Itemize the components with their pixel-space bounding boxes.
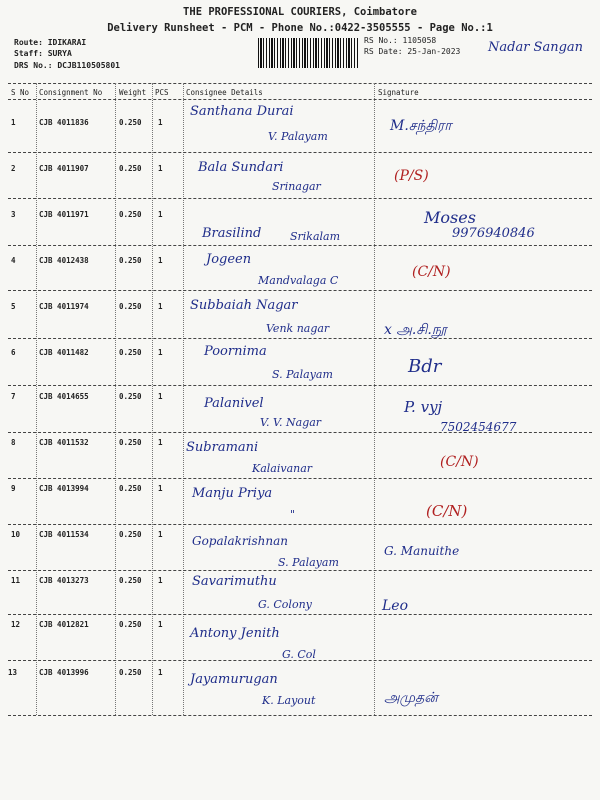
col-consignment: Consignment No (39, 88, 103, 97)
consignee-address: Srikalam (290, 230, 341, 243)
consignee-address: Mandvalaga C (258, 274, 339, 287)
row-consignment-no: CJB 4013273 (39, 576, 89, 585)
signature: M.சந்திரா (390, 118, 452, 134)
route-label: Route: IDIKARAI (14, 38, 87, 47)
row-pcs: 1 (158, 392, 163, 401)
row-weight: 0.250 (119, 392, 142, 401)
table-top-rule (8, 83, 592, 84)
consignee-name: Santhana Durai (190, 104, 294, 119)
row-weight: 0.250 (119, 484, 142, 493)
row-weight: 0.250 (119, 348, 142, 357)
consignee-address: G. Col (282, 648, 316, 661)
drs-number: DRS No.: DCJB110505801 (14, 61, 120, 70)
row-sno: 3 (11, 210, 16, 219)
row-sno: 11 (11, 576, 21, 585)
consignee-address: G. Colony (258, 598, 312, 611)
barcode (258, 38, 358, 68)
consignee-name: Savarimuthu (192, 574, 277, 589)
row-pcs: 1 (158, 348, 163, 357)
consignee-name: Manju Priya (192, 486, 273, 501)
row-consignment-no: CJB 4012438 (39, 256, 89, 265)
consignee-address: Srinagar (272, 180, 321, 193)
col-pcs: PCS (155, 88, 169, 97)
row-weight: 0.250 (119, 302, 142, 311)
row-pcs: 1 (158, 118, 163, 127)
consignee-name: Poornima (204, 344, 267, 359)
consignee-name: Antony Jenith (190, 626, 280, 641)
consignee-address: K. Layout (262, 694, 316, 707)
consignee-name: Jogeen (206, 252, 252, 267)
row-consignment-no: CJB 4011907 (39, 164, 89, 173)
row-sno: 7 (11, 392, 16, 401)
row-sno: 2 (11, 164, 16, 173)
consignee-address: Kalaivanar (252, 462, 313, 475)
signature: x அ.சி.நூ (384, 322, 447, 338)
signature-phone: 7502454677 (440, 420, 517, 434)
signature: Bdr (408, 356, 442, 377)
consignee-address: S. Palayam (278, 556, 339, 569)
row-pcs: 1 (158, 530, 163, 539)
signature: (C/N) (412, 264, 451, 280)
col-sno: S No (11, 88, 30, 97)
row-sno: 6 (11, 348, 16, 357)
row-pcs: 1 (158, 668, 163, 677)
row-sno: 4 (11, 256, 16, 265)
row-weight: 0.250 (119, 256, 142, 265)
document-subtitle: Delivery Runsheet - PCM - Phone No.:0422-3505555 - Page No.:1 (107, 22, 493, 34)
row-pcs: 1 (158, 210, 163, 219)
consignee-address: S. Palayam (272, 368, 333, 381)
consignee-name: Brasilind (202, 226, 262, 241)
row-weight: 0.250 (119, 530, 142, 539)
signature: (C/N) (440, 454, 479, 470)
row-pcs: 1 (158, 484, 163, 493)
row-weight: 0.250 (119, 438, 142, 447)
col-signature: Signature (378, 88, 419, 97)
row-weight: 0.250 (119, 164, 142, 173)
signature: Moses (424, 208, 476, 227)
consignee-address: " (290, 508, 296, 521)
consignee-name: Subramani (186, 440, 259, 455)
consignee-name: Subbaiah Nagar (190, 298, 298, 313)
row-consignment-no: CJB 4011534 (39, 530, 89, 539)
consignee-name: Jayamurugan (190, 672, 278, 687)
row-consignment-no: CJB 4011532 (39, 438, 89, 447)
consignee-name: Gopalakrishnan (192, 534, 288, 548)
signature-phone: 9976940846 (452, 226, 535, 241)
row-weight: 0.250 (119, 576, 142, 585)
consignee-address: V. V. Nagar (260, 416, 322, 429)
consignee-name: Palanivel (204, 396, 264, 411)
handwritten-name: Nadar Sangan (488, 40, 584, 55)
col-consignee: Consignee Details (186, 88, 263, 97)
row-consignment-no: CJB 4011971 (39, 210, 89, 219)
row-consignment-no: CJB 4012821 (39, 620, 89, 629)
row-pcs: 1 (158, 438, 163, 447)
document-title: THE PROFESSIONAL COURIERS, Coimbatore (183, 6, 417, 18)
consignee-name: Bala Sundari (198, 160, 284, 175)
signature: (P/S) (394, 168, 429, 184)
row-sno: 5 (11, 302, 16, 311)
row-sno: 8 (11, 438, 16, 447)
row-sno: 13 (8, 668, 18, 677)
row-consignment-no: CJB 4014655 (39, 392, 89, 401)
staff-label: Staff: SURYA (14, 49, 72, 58)
row-consignment-no: CJB 4011836 (39, 118, 89, 127)
consignee-address: V. Palayam (268, 130, 328, 143)
signature: P. vyj (404, 398, 443, 416)
signature: அமுதன் (384, 690, 438, 706)
rs-number: RS No.: 1105058 (364, 36, 437, 45)
row-consignment-no: CJB 4011482 (39, 348, 89, 357)
row-weight: 0.250 (119, 668, 142, 677)
row-weight: 0.250 (119, 210, 142, 219)
row-pcs: 1 (158, 620, 163, 629)
signature: Leo (382, 598, 409, 614)
table-header-rule (8, 99, 592, 100)
row-sno: 10 (11, 530, 21, 539)
row-consignment-no: CJB 4013994 (39, 484, 89, 493)
rs-date: RS Date: 25-Jan-2023 (364, 47, 461, 56)
row-weight: 0.250 (119, 118, 142, 127)
row-pcs: 1 (158, 302, 163, 311)
row-consignment-no: CJB 4013996 (39, 668, 89, 677)
row-pcs: 1 (158, 256, 163, 265)
consignee-address: Venk nagar (266, 322, 330, 335)
row-sno: 9 (11, 484, 16, 493)
signature: (C/N) (426, 502, 468, 520)
row-pcs: 1 (158, 164, 163, 173)
row-consignment-no: CJB 4011974 (39, 302, 89, 311)
col-weight: Weight (119, 88, 147, 97)
row-weight: 0.250 (119, 620, 142, 629)
row-sno: 12 (11, 620, 21, 629)
row-pcs: 1 (158, 576, 163, 585)
signature: G. Manuithe (384, 544, 460, 558)
row-sno: 1 (11, 118, 16, 127)
